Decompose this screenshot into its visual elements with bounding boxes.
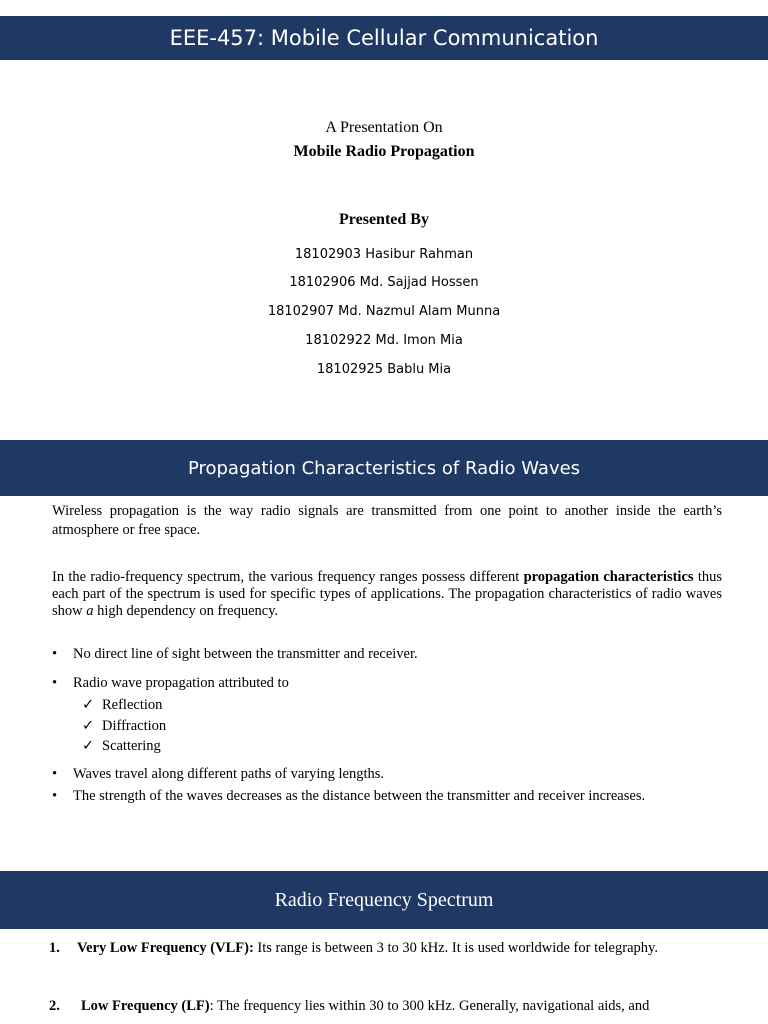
list-item-text: Radio wave propagation attributed to — [73, 675, 289, 691]
list-item-text — [81, 992, 721, 1021]
term-label: Very Low Frequency (VLF): — [77, 940, 254, 956]
author-line: 18102922 Md. Imon Mia — [305, 333, 463, 348]
list-item — [52, 787, 722, 806]
list-item-text: No direct line of sight between the transmitter and receiver. — [73, 646, 418, 662]
sub-list-item — [82, 717, 166, 736]
section-heading: Propagation Characteristics of Radio Waves — [187, 457, 581, 479]
list-item — [52, 765, 722, 784]
presented-by-label: Presented By — [339, 211, 429, 228]
sub-list-item-text: Reflection — [102, 697, 163, 713]
list-number: 1. — [49, 940, 60, 956]
list-item-text: Waves travel along different paths of varying lengths. — [73, 766, 385, 782]
sub-list-item-text: Scattering — [102, 738, 161, 754]
checkmark-icon: ✓ — [82, 718, 95, 734]
spectrum-paragraph — [52, 569, 722, 620]
presentation-intro: A Presentation On — [325, 119, 443, 136]
author-line: 18102907 Md. Nazmul Alam Munna — [267, 304, 501, 319]
course-title: EEE-457: Mobile Cellular Communication — [169, 26, 599, 50]
list-item — [49, 934, 721, 963]
term-abbreviation: LF — [186, 998, 205, 1014]
section-banner-spectrum — [0, 871, 768, 929]
paragraph-text: high dependency on frequency. — [93, 603, 279, 619]
course-title-banner — [0, 16, 768, 60]
section-heading: Radio Frequency Spectrum — [274, 888, 494, 911]
list-item — [49, 992, 721, 1021]
paragraph-text: In the radio-frequency spectrum, the various frequency ranges possess different — [52, 569, 524, 585]
term-label-suffix: ) — [204, 998, 210, 1014]
list-number: 2. — [49, 998, 60, 1014]
author-line: 18102925 Bablu Mia — [316, 362, 452, 377]
term-label: Low Frequency ( — [81, 998, 187, 1014]
bullet-icon: • — [52, 646, 58, 662]
paragraph-emphasis: propagation characteristics — [523, 569, 694, 585]
presentation-topic: Mobile Radio Propagation — [293, 143, 475, 160]
bullet-icon: • — [52, 766, 58, 782]
bullet-icon: • — [52, 788, 58, 804]
checkmark-icon: ✓ — [82, 697, 95, 713]
sub-list-item — [82, 696, 162, 715]
sub-list-item — [82, 737, 161, 756]
checkmark-icon: ✓ — [82, 738, 95, 754]
intro-paragraph: Wireless propagation is the way radio signals are transmitted from one point to another inside the earth’s atmosphere or free space. — [52, 503, 722, 538]
section-banner-propagation — [0, 440, 768, 496]
paragraph-text: thus each part of the spectrum is used for specific types of applications. The propagation characteristics of radio waves show — [52, 569, 723, 619]
list-item-text: The strength of the waves decreases as the distance between the transmitter and receiver increases. — [73, 788, 646, 804]
sub-list-item-text: Diffraction — [102, 718, 167, 734]
term-description: Its range is between 3 to 30 kHz. It is used worldwide for telegraphy. — [253, 940, 658, 956]
author-line: 18102903 Hasibur Rahman — [294, 247, 474, 262]
bullet-icon: • — [52, 675, 58, 691]
list-item — [52, 674, 722, 693]
author-line: 18102906 Md. Sajjad Hossen — [289, 275, 479, 290]
paragraph-italic: a — [86, 603, 94, 619]
list-item-text — [77, 934, 721, 963]
list-item — [52, 645, 722, 664]
term-description: : The frequency lies within 30 to 300 kHz. Generally, navigational aids, and — [209, 998, 650, 1014]
